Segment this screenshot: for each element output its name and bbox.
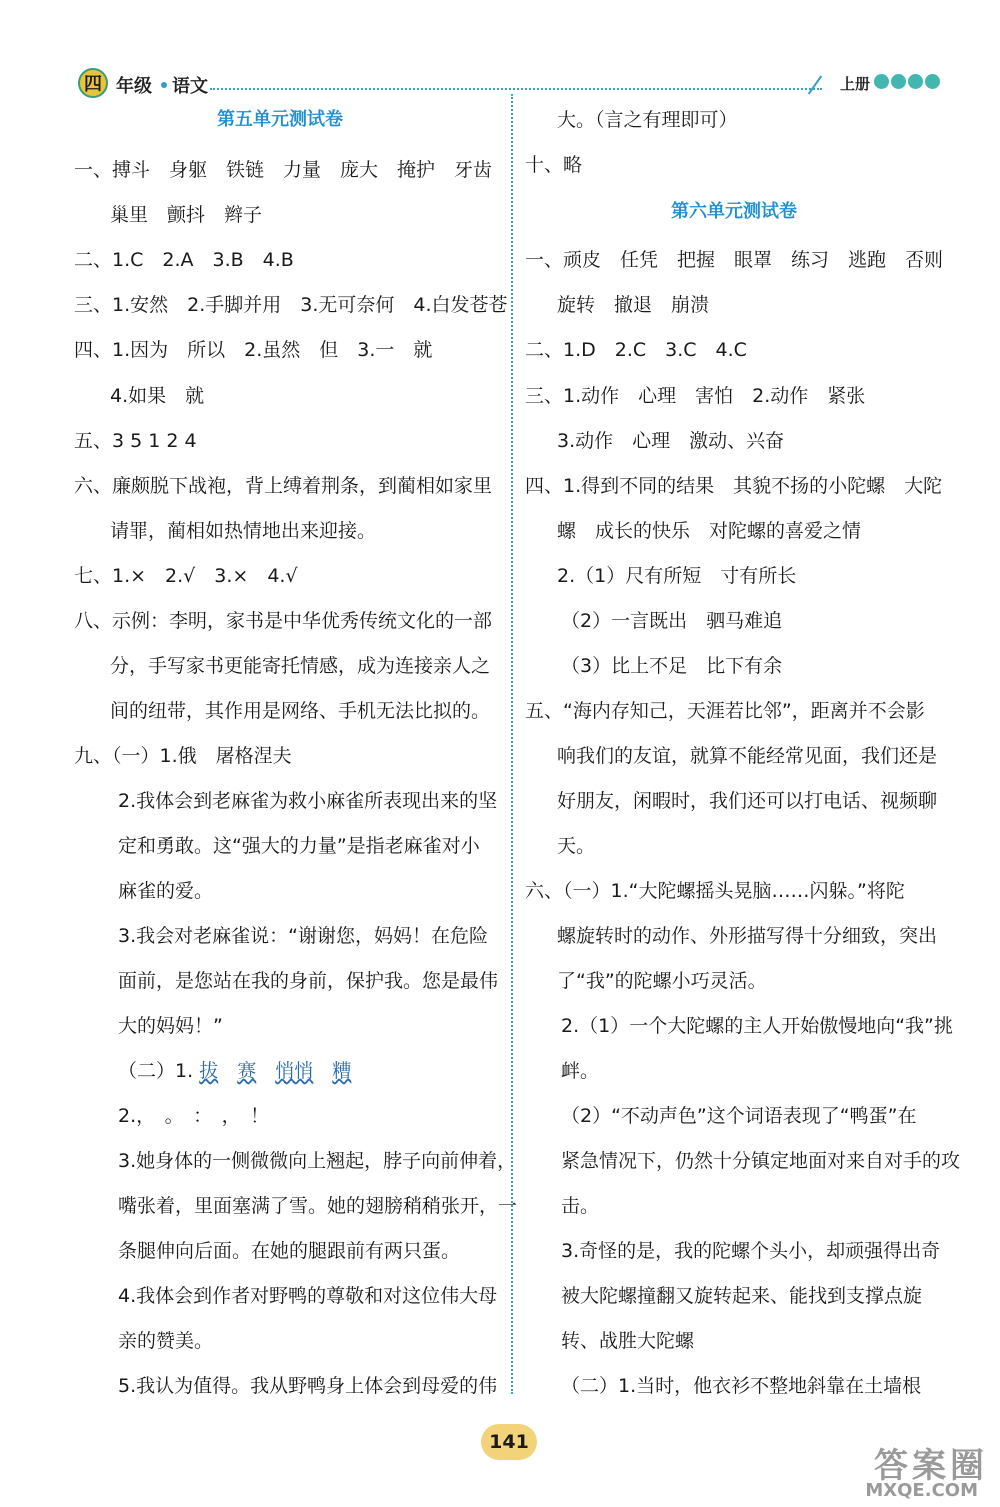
answer-line: 响我们的友谊，就算不能经常见面，我们还是 — [557, 745, 938, 767]
answer-line: 衅。 — [561, 1060, 600, 1082]
answer-line: 4.如果 就 — [110, 385, 205, 407]
answer-line: 五、“海内存知己，天涯若比邻”，距离并不会影 — [525, 700, 925, 722]
answer-line: 好朋友，闲暇时，我们还可以打电话、视频聊 — [557, 790, 938, 812]
marked-word: 悄悄 — [275, 1060, 314, 1082]
answer-line: 面前，是您站在我的身前，保护我。您是最伟 — [118, 970, 499, 992]
answer-line: 一、顽皮 任凭 把握 眼罩 练习 逃跑 否则 — [525, 249, 944, 271]
answer-line: 三、1.动作 心理 害怕 2.动作 紧张 — [525, 385, 866, 407]
answer-line: 大的妈妈！” — [118, 1015, 223, 1037]
answer-line: 2.（1）一个大陀螺的主人开始傲慢地向“我”挑 — [561, 1015, 953, 1037]
answer-line: （2）一言既出 驷马难追 — [561, 610, 783, 632]
answer-line: 四、1.因为 所以 2.虽然 但 3.一 就 — [74, 339, 433, 361]
answer-line: （3）比上不足 比下有余 — [561, 655, 783, 677]
answer-line: 分，手写家书更能寄托情感，成为连接亲人之 — [110, 655, 491, 677]
answer-line: 2.我体会到老麻雀为救小麻雀所表现出来的坚 — [118, 790, 498, 812]
marked-word: 拔 — [199, 1060, 219, 1082]
answer-line: （二）1.当时，他衣衫不整地斜靠在土墙根 — [561, 1375, 922, 1397]
answer-line: 二、1.C 2.A 3.B 4.B — [74, 249, 294, 271]
answer-line: 五、3 5 1 2 4 — [74, 430, 197, 452]
grade-label: 年级 — [116, 76, 152, 97]
answer-line: 3.我会对老麻雀说：“谢谢您，妈妈！在危险 — [118, 925, 488, 947]
marked-word: 赛 — [237, 1060, 257, 1082]
series-logo-icon — [874, 74, 940, 89]
unit5-test-title: 第五单元测试卷 — [217, 109, 343, 130]
answer-line: 螺旋转时的动作、外形描写得十分细致，突出 — [557, 925, 938, 947]
answer-line: 3.她身体的一侧微微向上翘起，脖子向前伸着， — [118, 1150, 517, 1172]
answer-line: 四、1.得到不同的结果 其貌不扬的小陀螺 大陀 — [525, 475, 943, 497]
answer-line: 九、（一）1.俄 屠格涅夫 — [74, 745, 292, 767]
answer-line: 2.（1）尺有所短 寸有所长 — [557, 565, 797, 587]
answer-line: 击。 — [561, 1195, 600, 1217]
answer-prefix: （二）1. — [118, 1060, 194, 1082]
answer-line: 了“我”的陀螺小巧灵活。 — [557, 970, 767, 992]
answer-line: （2）“不动声色”这个词语表现了“鸭蛋”在 — [561, 1105, 917, 1127]
answer-line: 三、1.安然 2.手脚并用 3.无可奈何 4.白发苍苍 — [74, 294, 508, 316]
watermark — [818, 1436, 988, 1500]
answer-line: 3.动作 心理 激动、兴奋 — [557, 430, 785, 452]
page-header — [0, 0, 1000, 110]
page-number: 141 — [481, 1424, 537, 1460]
separator-dot-icon — [161, 82, 167, 88]
subject-label: 语文 — [172, 76, 208, 97]
answer-line: 间的纽带，其作用是网络、手机无法比拟的。 — [110, 700, 491, 722]
volume-label: 上册 — [840, 75, 871, 93]
answer-line: 螺 成长的快乐 对陀螺的喜爱之情 — [557, 520, 862, 542]
unit6-test-title: 第六单元测试卷 — [671, 201, 797, 222]
header-slash-decoration — [808, 75, 822, 94]
answer-line: 转、战胜大陀螺 — [561, 1330, 695, 1352]
answer-line: 十、略 — [525, 154, 583, 176]
watermark-sub: MXQE.COM — [865, 1480, 978, 1501]
answer-line: 5.我认为值得。我从野鸭身上体会到母爱的伟 — [118, 1375, 498, 1397]
answer-line: 亲的赞美。 — [118, 1330, 214, 1352]
answer-line — [118, 1059, 351, 1083]
marked-word: 糟 — [332, 1060, 352, 1082]
answer-line: 请罪，蔺相如热情地出来迎接。 — [110, 520, 377, 542]
answer-line: 4.我体会到作者对野鸭的尊敬和对这位伟大母 — [118, 1285, 498, 1307]
answer-line: 3.奇怪的是，我的陀螺个头小，却顽强得出奇 — [561, 1240, 941, 1262]
answer-line: 嘴张着，里面塞满了雪。她的翅膀稍稍张开，一 — [118, 1195, 518, 1217]
answer-line: 天。 — [557, 835, 596, 857]
answer-line: 六、（一）1.“大陀螺摇头晃脑……闪躲。”将陀 — [525, 880, 905, 902]
answer-line: 旋转 撤退 崩溃 — [557, 294, 710, 316]
answer-line: 七、1.× 2.√ 3.× 4.√ — [74, 565, 298, 587]
answer-line: 二、1.D 2.C 3.C 4.C — [525, 339, 747, 361]
grade-badge: 四 — [78, 68, 108, 98]
answer-line: 大。（言之有理即可） — [557, 109, 738, 131]
answer-line: 巢里 颤抖 辫子 — [110, 204, 263, 226]
answer-line: 一、搏斗 身躯 铁链 力量 庞大 掩护 牙齿 — [74, 159, 493, 181]
answer-line: 定和勇敢。这“强大的力量”是指老麻雀对小 — [118, 835, 480, 857]
answer-line: 麻雀的爱。 — [118, 880, 214, 902]
answer-line: 被大陀螺撞翻又旋转起来、能找到支撑点旋 — [561, 1285, 923, 1307]
watermark-main: 答案圈 — [874, 1446, 988, 1486]
answer-line: 条腿伸向后面。在她的腿跟前有两只蛋。 — [118, 1240, 461, 1262]
answer-line: 八、示例：李明，家书是中华优秀传统文化的一部 — [74, 610, 493, 632]
answer-line: 2.， 。 ： ， ！ — [118, 1105, 270, 1127]
answer-line: 六、廉颇脱下战袍，背上缚着荆条，到蔺相如家里 — [74, 475, 493, 497]
header-dotted-rule — [210, 88, 822, 90]
answer-line: 紧急情况下，仍然十分镇定地面对来自对手的攻 — [561, 1150, 961, 1172]
